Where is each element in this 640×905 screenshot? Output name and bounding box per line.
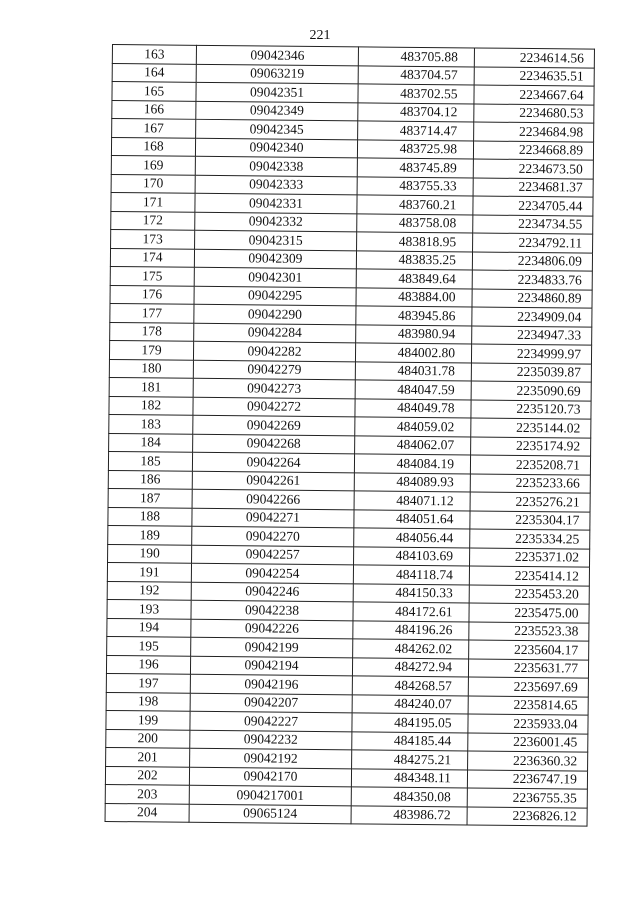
y-coordinate-cell: 2235039.87: [471, 362, 591, 382]
parcel-id-cell: 09042295: [194, 286, 356, 306]
point-number-cell: 188: [108, 507, 192, 526]
x-coordinate-cell: 484275.21: [352, 750, 468, 770]
x-coordinate-cell: 484272.94: [352, 657, 468, 677]
y-coordinate-cell: 2235371.02: [470, 547, 590, 567]
point-number-cell: 189: [108, 525, 192, 544]
y-coordinate-cell: 2234792.11: [473, 233, 593, 253]
point-number-cell: 175: [110, 266, 194, 285]
parcel-id-cell: 09042315: [195, 230, 357, 250]
x-coordinate-cell: 484056.44: [354, 528, 470, 548]
x-coordinate-cell: 484350.08: [351, 787, 467, 807]
x-coordinate-cell: 484002.80: [355, 343, 471, 363]
point-number-cell: 198: [106, 692, 190, 711]
x-coordinate-cell: 483704.57: [358, 65, 474, 85]
point-number-cell: 187: [108, 488, 192, 507]
x-coordinate-cell: 483835.25: [356, 250, 472, 270]
x-coordinate-cell: 484348.11: [351, 768, 467, 788]
parcel-id-cell: 09042338: [195, 156, 357, 176]
parcel-id-cell: 09042349: [196, 101, 358, 121]
y-coordinate-cell: 2234734.55: [473, 214, 593, 234]
parcel-id-cell: 09042309: [194, 249, 356, 269]
x-coordinate-cell: 483986.72: [351, 805, 467, 825]
y-coordinate-cell: 2234667.64: [474, 85, 594, 105]
parcel-id-cell: 09042272: [193, 397, 355, 417]
y-coordinate-cell: 2234668.89: [473, 140, 593, 160]
y-coordinate-cell: 2235523.38: [469, 621, 589, 641]
point-number-cell: 172: [111, 211, 195, 230]
parcel-id-cell: 09042351: [196, 82, 358, 102]
y-coordinate-cell: 2236747.19: [467, 769, 587, 789]
y-coordinate-cell: 2234806.09: [472, 251, 592, 271]
point-number-cell: 191: [107, 562, 191, 581]
parcel-id-cell: 0904217001: [189, 785, 351, 805]
point-number-cell: 171: [111, 192, 195, 211]
parcel-id-cell: 09042170: [189, 767, 351, 787]
y-coordinate-cell: 2235697.69: [468, 677, 588, 697]
page-number: 221: [309, 28, 331, 43]
x-coordinate-cell: 484172.61: [353, 602, 469, 622]
x-coordinate-cell: 484047.59: [355, 380, 471, 400]
x-coordinate-cell: 483849.64: [356, 269, 472, 289]
x-coordinate-cell: 484268.57: [352, 676, 468, 696]
point-number-cell: 200: [106, 729, 190, 748]
point-number-cell: 173: [111, 229, 195, 248]
point-number-cell: 185: [108, 451, 192, 470]
x-coordinate-cell: 483705.88: [358, 47, 474, 67]
y-coordinate-cell: 2234680.53: [474, 103, 594, 123]
point-number-cell: 184: [109, 433, 193, 452]
parcel-id-cell: 09042333: [195, 175, 357, 195]
point-number-cell: 204: [105, 803, 189, 822]
y-coordinate-cell: 2236826.12: [467, 806, 587, 826]
x-coordinate-cell: 484071.12: [354, 491, 470, 511]
parcel-id-cell: 09042196: [190, 674, 352, 694]
x-coordinate-cell: 484062.07: [355, 435, 471, 455]
x-coordinate-cell: 484150.33: [353, 583, 469, 603]
point-number-cell: 178: [110, 322, 194, 341]
point-number-cell: 182: [109, 396, 193, 415]
point-number-cell: 201: [106, 747, 190, 766]
x-coordinate-cell: 483760.21: [357, 195, 473, 215]
point-number-cell: 166: [112, 100, 196, 119]
parcel-id-cell: 09042264: [192, 452, 354, 472]
table-row: [105, 803, 587, 826]
y-coordinate-cell: 2236755.35: [467, 788, 587, 808]
y-coordinate-cell: 2235304.17: [470, 510, 590, 530]
x-coordinate-cell: 484195.05: [352, 713, 468, 733]
y-coordinate-cell: 2234909.04: [472, 307, 592, 327]
x-coordinate-cell: 484262.02: [353, 639, 469, 659]
parcel-id-cell: 09042332: [195, 212, 357, 232]
point-number-cell: 203: [105, 784, 189, 803]
point-number-cell: 199: [106, 710, 190, 729]
parcel-id-cell: 09042232: [190, 730, 352, 750]
y-coordinate-cell: 2235414.12: [469, 566, 589, 586]
point-number-cell: 194: [107, 618, 191, 637]
x-coordinate-cell: 484049.78: [355, 398, 471, 418]
x-coordinate-cell: 484240.07: [352, 694, 468, 714]
parcel-id-cell: 09042269: [193, 415, 355, 435]
x-coordinate-cell: 483758.08: [357, 213, 473, 233]
point-number-cell: 179: [109, 340, 193, 359]
x-coordinate-cell: 483980.94: [356, 324, 472, 344]
point-number-cell: 170: [111, 174, 195, 193]
point-number-cell: 163: [112, 45, 196, 64]
x-coordinate-cell: 484118.74: [353, 565, 469, 585]
parcel-id-cell: 09042345: [196, 119, 358, 139]
point-number-cell: 196: [106, 655, 190, 674]
y-coordinate-cell: 2235933.04: [468, 714, 588, 734]
point-number-cell: 193: [107, 599, 191, 618]
point-number-cell: 202: [105, 766, 189, 785]
point-number-cell: 176: [110, 285, 194, 304]
x-coordinate-cell: 483745.89: [357, 158, 473, 178]
y-coordinate-cell: 2235174.92: [471, 436, 591, 456]
point-number-cell: 165: [112, 82, 196, 101]
parcel-id-cell: 09063219: [196, 64, 358, 84]
point-number-cell: 197: [106, 673, 190, 692]
parcel-id-cell: 09042282: [193, 341, 355, 361]
point-number-cell: 181: [109, 377, 193, 396]
y-coordinate-cell: 2234614.56: [474, 48, 594, 68]
point-number-cell: 183: [109, 414, 193, 433]
x-coordinate-cell: 484059.02: [355, 417, 471, 437]
x-coordinate-cell: 484031.78: [355, 361, 471, 381]
parcel-id-cell: 09042273: [193, 378, 355, 398]
point-number-cell: 186: [108, 470, 192, 489]
parcel-id-cell: 09042270: [192, 526, 354, 546]
x-coordinate-cell: 483702.55: [358, 84, 474, 104]
parcel-id-cell: 09042261: [192, 471, 354, 491]
point-number-cell: 164: [112, 63, 196, 82]
parcel-id-cell: 09042301: [194, 267, 356, 287]
x-coordinate-cell: 484103.69: [354, 546, 470, 566]
x-coordinate-cell: 483725.98: [357, 139, 473, 159]
y-coordinate-cell: 2235631.77: [468, 658, 588, 678]
coordinates-sheet: [105, 44, 595, 827]
x-coordinate-cell: 483755.33: [357, 176, 473, 196]
y-coordinate-cell: 2235208.71: [470, 455, 590, 475]
y-coordinate-cell: 2235604.17: [469, 640, 589, 660]
point-number-cell: 195: [107, 636, 191, 655]
parcel-id-cell: 09042227: [190, 711, 352, 731]
parcel-id-cell: 09042257: [192, 545, 354, 565]
y-coordinate-cell: 2235814.65: [468, 695, 588, 715]
y-coordinate-cell: 2234860.89: [472, 288, 592, 308]
parcel-id-cell: 09042199: [191, 637, 353, 657]
y-coordinate-cell: 2235233.66: [470, 473, 590, 493]
parcel-id-cell: 09042284: [194, 323, 356, 343]
x-coordinate-cell: 483714.47: [358, 121, 474, 141]
point-number-cell: 192: [107, 581, 191, 600]
y-coordinate-cell: 2234681.37: [473, 177, 593, 197]
y-coordinate-cell: 2235144.02: [471, 418, 591, 438]
parcel-id-cell: 09042192: [190, 748, 352, 768]
x-coordinate-cell: 484089.93: [354, 472, 470, 492]
y-coordinate-cell: 2235090.69: [471, 381, 591, 401]
parcel-id-cell: 09065124: [189, 804, 351, 824]
parcel-id-cell: 09042254: [191, 563, 353, 583]
parcel-id-cell: 09042268: [193, 434, 355, 454]
parcel-id-cell: 09042290: [194, 304, 356, 324]
y-coordinate-cell: 2235120.73: [471, 399, 591, 419]
y-coordinate-cell: 2236360.32: [468, 751, 588, 771]
x-coordinate-cell: 484051.64: [354, 509, 470, 529]
parcel-id-cell: 09042226: [191, 619, 353, 639]
parcel-id-cell: 09042246: [191, 582, 353, 602]
y-coordinate-cell: 2235453.20: [469, 584, 589, 604]
point-number-cell: 169: [111, 155, 195, 174]
parcel-id-cell: 09042279: [193, 360, 355, 380]
x-coordinate-cell: 483818.95: [357, 232, 473, 252]
parcel-id-cell: 09042340: [195, 138, 357, 158]
y-coordinate-cell: 2235475.00: [469, 603, 589, 623]
point-number-cell: 174: [110, 248, 194, 267]
point-number-cell: 190: [108, 544, 192, 563]
parcel-id-cell: 09042238: [191, 600, 353, 620]
parcel-id-cell: 09042194: [190, 656, 352, 676]
y-coordinate-cell: 2234999.97: [471, 344, 591, 364]
y-coordinate-cell: 2234635.51: [474, 66, 594, 86]
parcel-id-cell: 09042346: [196, 45, 358, 65]
y-coordinate-cell: 2234947.33: [472, 325, 592, 345]
point-number-cell: 180: [109, 359, 193, 378]
point-number-cell: 167: [112, 119, 196, 138]
x-coordinate-cell: 484084.19: [354, 454, 470, 474]
x-coordinate-cell: 483945.86: [356, 306, 472, 326]
x-coordinate-cell: 483704.12: [358, 102, 474, 122]
point-number-cell: 168: [111, 137, 195, 156]
y-coordinate-cell: 2234673.50: [473, 159, 593, 179]
point-number-cell: 177: [110, 303, 194, 322]
parcel-id-cell: 09042266: [192, 489, 354, 509]
y-coordinate-cell: 2234684.98: [474, 122, 594, 142]
parcel-id-cell: 09042331: [195, 193, 357, 213]
parcel-id-cell: 09042207: [190, 693, 352, 713]
y-coordinate-cell: 2234833.76: [472, 270, 592, 290]
y-coordinate-cell: 2236001.45: [468, 732, 588, 752]
y-coordinate-cell: 2234705.44: [473, 196, 593, 216]
y-coordinate-cell: 2235334.25: [470, 529, 590, 549]
x-coordinate-cell: 483884.00: [356, 287, 472, 307]
coordinates-table: [105, 44, 595, 827]
coordinates-table-body: [105, 45, 594, 827]
parcel-id-cell: 09042271: [192, 508, 354, 528]
x-coordinate-cell: 484185.44: [352, 731, 468, 751]
x-coordinate-cell: 484196.26: [353, 620, 469, 640]
y-coordinate-cell: 2235276.21: [470, 492, 590, 512]
